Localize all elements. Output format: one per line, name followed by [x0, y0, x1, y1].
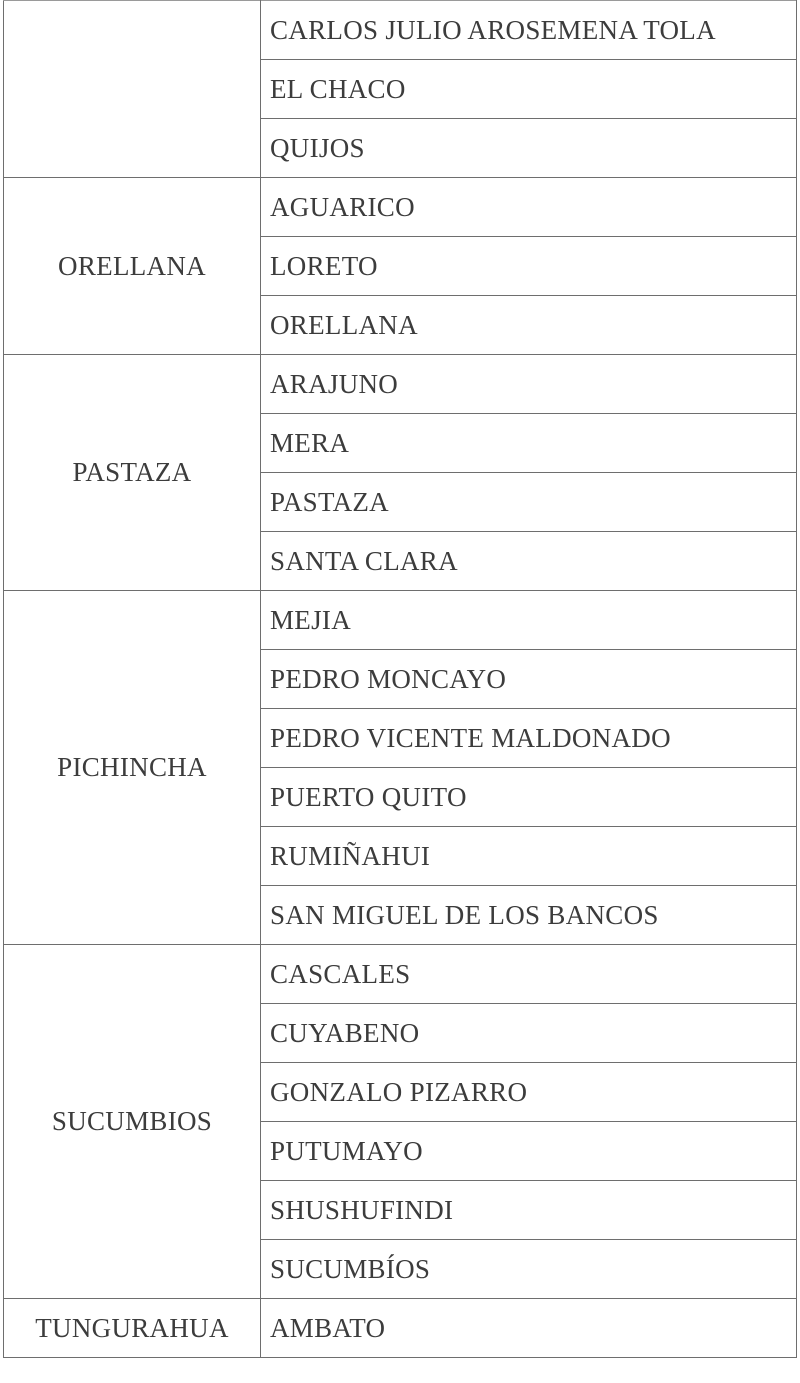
canton-cell: CASCALES — [261, 945, 797, 1004]
table-row — [4, 355, 797, 414]
canton-cell: SUCUMBÍOS — [261, 1240, 797, 1299]
canton-cell: LORETO — [261, 237, 797, 296]
canton-cell: EL CHACO — [261, 60, 797, 119]
canton-cell: PUERTO QUITO — [261, 768, 797, 827]
canton-cell: PUTUMAYO — [261, 1122, 797, 1181]
canton-cell: PEDRO MONCAYO — [261, 650, 797, 709]
canton-cell: MERA — [261, 414, 797, 473]
province-canton-table — [3, 0, 797, 1358]
canton-cell: QUIJOS — [261, 119, 797, 178]
province-cell: PASTAZA — [4, 355, 261, 591]
table-row — [4, 1, 797, 60]
canton-cell: AGUARICO — [261, 178, 797, 237]
table-row — [4, 945, 797, 1004]
canton-cell: SANTA CLARA — [261, 532, 797, 591]
canton-cell: AMBATO — [261, 1299, 797, 1358]
canton-cell: CARLOS JULIO AROSEMENA TOLA — [261, 1, 797, 60]
canton-cell: SHUSHUFINDI — [261, 1181, 797, 1240]
canton-cell: ARAJUNO — [261, 355, 797, 414]
table-row — [4, 591, 797, 650]
table-row — [4, 178, 797, 237]
canton-cell: SAN MIGUEL DE LOS BANCOS — [261, 886, 797, 945]
province-cell: ORELLANA — [4, 178, 261, 355]
table-body — [4, 1, 797, 1358]
table-row — [4, 1299, 797, 1358]
canton-cell: CUYABENO — [261, 1004, 797, 1063]
province-cell: SUCUMBIOS — [4, 945, 261, 1299]
canton-cell: RUMIÑAHUI — [261, 827, 797, 886]
canton-cell: PEDRO VICENTE MALDONADO — [261, 709, 797, 768]
canton-cell: GONZALO PIZARRO — [261, 1063, 797, 1122]
province-cell: PICHINCHA — [4, 591, 261, 945]
canton-cell: ORELLANA — [261, 296, 797, 355]
canton-cell: PASTAZA — [261, 473, 797, 532]
province-cell — [4, 1, 261, 178]
province-cell: TUNGURAHUA — [4, 1299, 261, 1358]
canton-cell: MEJIA — [261, 591, 797, 650]
